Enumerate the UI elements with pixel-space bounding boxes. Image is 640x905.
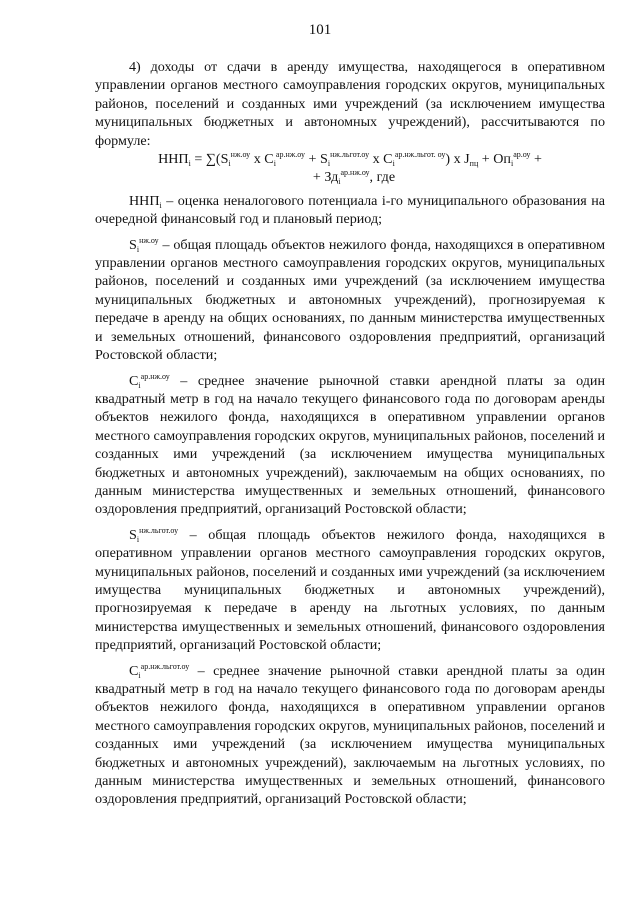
formula-s2: + S xyxy=(304,151,328,168)
formula-line2: + $Зд_i^{ар.нж.оу}$, где xyxy=(312,168,396,187)
intro-paragraph: 4) доходы от сдачи в аренду имущества, находящегося в оперативном управлении органов местного самоуправления городских округов, муниципальных районов, поселений и созданных ими учреждений (за исключением имущества муниципальных бюджетных и автономных учреждений), рассчитываются по формуле: xyxy=(95,59,605,149)
formula xyxy=(95,150,605,187)
formula-s2-sub: i xyxy=(327,159,331,169)
formula-sum: = ∑(S xyxy=(190,151,229,168)
formula-c1-sub: i xyxy=(273,159,276,169)
formula-j-sub: пц xyxy=(469,159,479,169)
formula-op-sup: ар.оу xyxy=(513,150,531,160)
formula-lhs: $ННП_i$ xyxy=(158,151,191,169)
definition-c-ar-nzh-lgot-ou: $C_i^{ар.нж.льгот.оу}$ – среднее значение рыночной ставки арендной платы за один квадратный метр в год на начало текущего финансового года по договорам аренды объектов нежилого фонда, находящихся в оперативном управлении органов местного самоуправления городских округов, муниципальных районов, поселений и созданных ими учреждений (за исключением имущества муниципальных бюджетных и автономных учреждений), заключаемым на льготных условиях, по данным министерства имущественных и земельных отношений, финансового оздоровления предприятий, организаций Ростовской области; xyxy=(95,661,605,808)
formula-s1-sup: нж.оу xyxy=(230,150,251,160)
definition-s-nzh-ou: $S_i^{нж.оу}$ – общая площадь объектов нежилого фонда, находящихся в оперативном управлении органов местного самоуправления городских округов, муниципальных районов, поселений и созданных ими учреждений (за исключением имущества муниципальных бюджетных и автономных учреждений), прогнозируемая к передаче в аренду на общих основаниях, по данным министерства имущественных и земельных отношений, финансового оздоровления предприятий, организаций Ростовской области; xyxy=(95,235,605,364)
formula-op: + Оп xyxy=(478,151,511,168)
definition-nnp: $ННП_i$ – оценка неналогового потенциала i-го муниципального образования на очередной финансовый год и плановый период; xyxy=(95,192,605,228)
definition-s-nzh-lgot-ou: $S_i^{нж.льгот.оу}$ – общая площадь объектов нежилого фонда, находящихся в оперативном управлении органов местного самоуправления городских округов, муниципальных районов, поселений и созданных ими учреждений (за исключением имущества муниципальных бюджетных и автономных учреждений), прогнозируемая к передаче в аренду на льготных условиях, по данным министерства имущественных и земельных отношений, финансового оздоровления предприятий, организаций Ростовской области; xyxy=(95,525,605,654)
formula-c2: x C xyxy=(369,151,393,168)
formula-c2-sup: ар.нж.льгот. оу xyxy=(394,150,446,160)
formula-j: ) x J xyxy=(445,151,470,168)
formula-s1-sub: i xyxy=(228,159,231,169)
formula-c2-sub: i xyxy=(392,159,395,169)
definition-c-ar-nzh-ou: $C_i^{ар.нж.оу}$ – среднее значение рыночной ставки арендной платы за один квадратный метр в год на начало текущего финансового года по договорам аренды объектов нежилого фонда, находящихся в оперативном управлении органов местного самоуправления городских округов, муниципальных районов, поселений и созданных ими учреждений (за исключением имущества муниципальных бюджетных и автономных учреждений), заключаемым на общих основаниях, по данным министерства имущественных и земельных отношений, финансового оздоровления предприятий, организаций Ростовской области; xyxy=(95,371,605,518)
formula-op-sub: i xyxy=(510,159,514,169)
document-body xyxy=(95,58,605,816)
formula-s2-sup: нж.льгот.оу xyxy=(330,150,370,160)
formula-c1: x C xyxy=(250,151,274,168)
formula-plus: + xyxy=(530,151,542,168)
formula-c1-sup: ар.нж.оу xyxy=(275,150,305,160)
page-number: 101 xyxy=(308,22,332,38)
